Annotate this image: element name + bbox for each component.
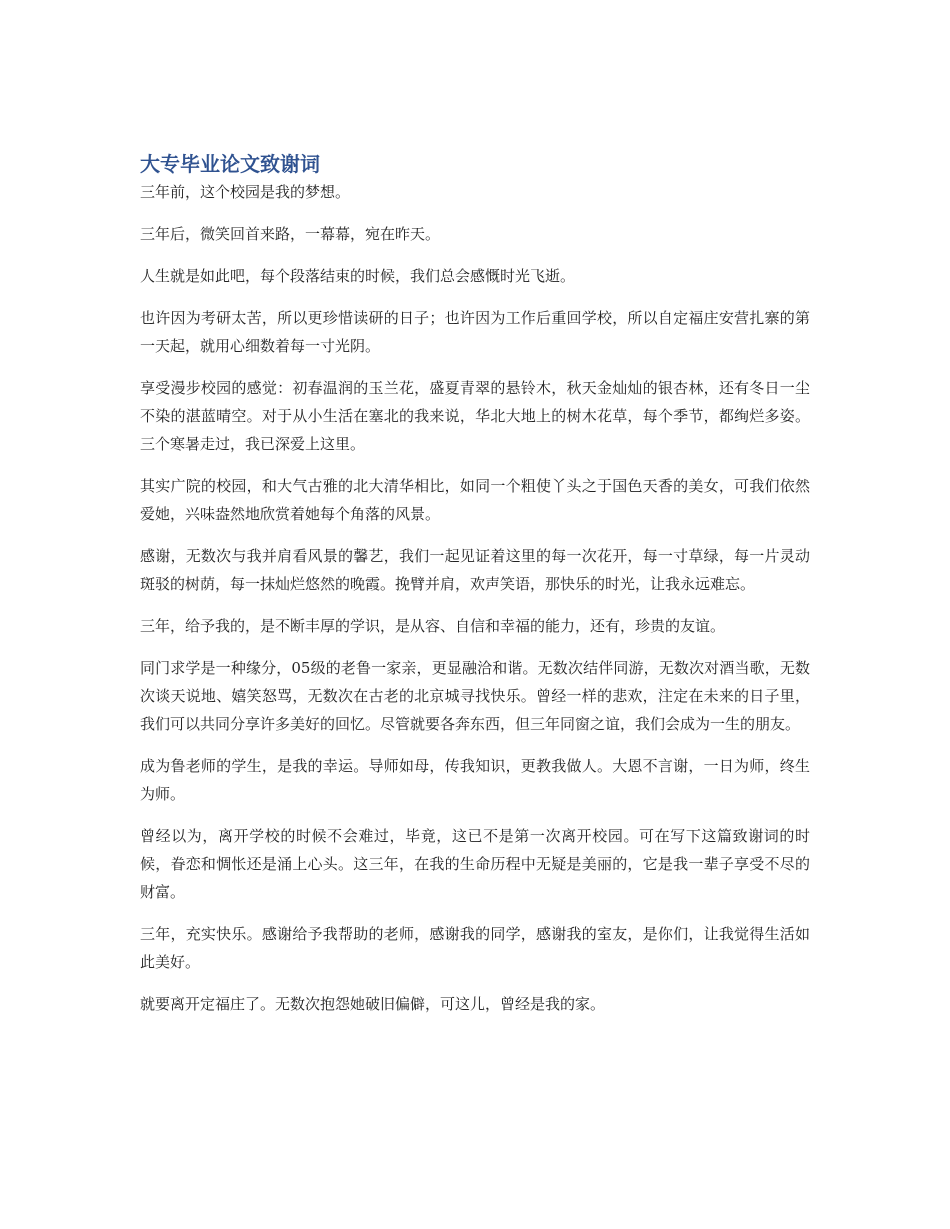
paragraph: 成为鲁老师的学生，是我的幸运。导师如母，传我知识，更教我做人。大恩不言谢，一日为师，终生为师。 (140, 757, 810, 803)
paragraph: 三年后，微笑回首来路，一幕幕，宛在昨天。 (140, 225, 441, 243)
paragraph: 三年，充实快乐。感谢给予我帮助的老师，感谢我的同学，感谢我的室友，是你们，让我觉得生活如此美好。 (140, 925, 810, 971)
paragraph: 同门求学是一种缘分，05级的老鲁一家亲，更显融洽和谐。无数次结伴同游，无数次对酒当歌，无数次谈天说地、嬉笑怒骂，无数次在古老的北京城寻找快乐。曾经一样的悲欢，注定在未来的日子里，我们可以共同分享许多美好的回忆。尽管就要各奔东西，但三年同窗之谊，我们会成为一生的朋友。 (140, 659, 810, 733)
paragraph: 其实广院的校园，和大气古雅的北大清华相比，如同一个粗使丫头之于国色天香的美女，可我们依然爱她，兴味盎然地欣赏着她每个角落的风景。 (140, 477, 810, 523)
paragraph: 感谢，无数次与我并肩看风景的馨艺，我们一起见证着这里的每一次花开，每一寸草绿，每一片灵动斑驳的树荫，每一抹灿烂悠然的晚霞。挽臂并肩，欢声笑语，那快乐的时光，让我永远难忘。 (140, 547, 810, 593)
paragraph: 曾经以为，离开学校的时候不会难过，毕竟，这已不是第一次离开校园。可在写下这篇致谢词的时候，眷恋和惆怅还是涌上心头。这三年，在我的生命历程中无疑是美丽的，它是我一辈子享受不尽的财富。 (140, 827, 810, 901)
document-title: 大专毕业论文致谢词 (140, 152, 320, 176)
document-body (140, 150, 810, 1032)
paragraph: 享受漫步校园的感觉：初春温润的玉兰花，盛夏青翠的悬铃木，秋天金灿灿的银杏林，还有冬日一尘不染的湛蓝晴空。对于从小生活在塞北的我来说，华北大地上的树木花草，每个季节，都绚烂多姿。三个寒暑走过，我已深爱上这里。 (140, 379, 810, 453)
paragraph: 也许因为考研太苦，所以更珍惜读研的日子；也许因为工作后重回学校，所以自定福庄安营扎寨的第一天起，就用心细数着每一寸光阴。 (140, 309, 810, 355)
paragraph: 就要离开定福庄了。无数次抱怨她破旧偏僻，可这儿，曾经是我的家。 (140, 995, 606, 1013)
paragraph: 三年，给予我的，是不断丰厚的学识，是从容、自信和幸福的能力，还有，珍贵的友谊。 (140, 617, 726, 635)
paragraph: 三年前，这个校园是我的梦想。 (140, 183, 351, 201)
paragraph: 人生就是如此吧，每个段落结束的时候，我们总会感慨时光飞逝。 (140, 267, 576, 285)
